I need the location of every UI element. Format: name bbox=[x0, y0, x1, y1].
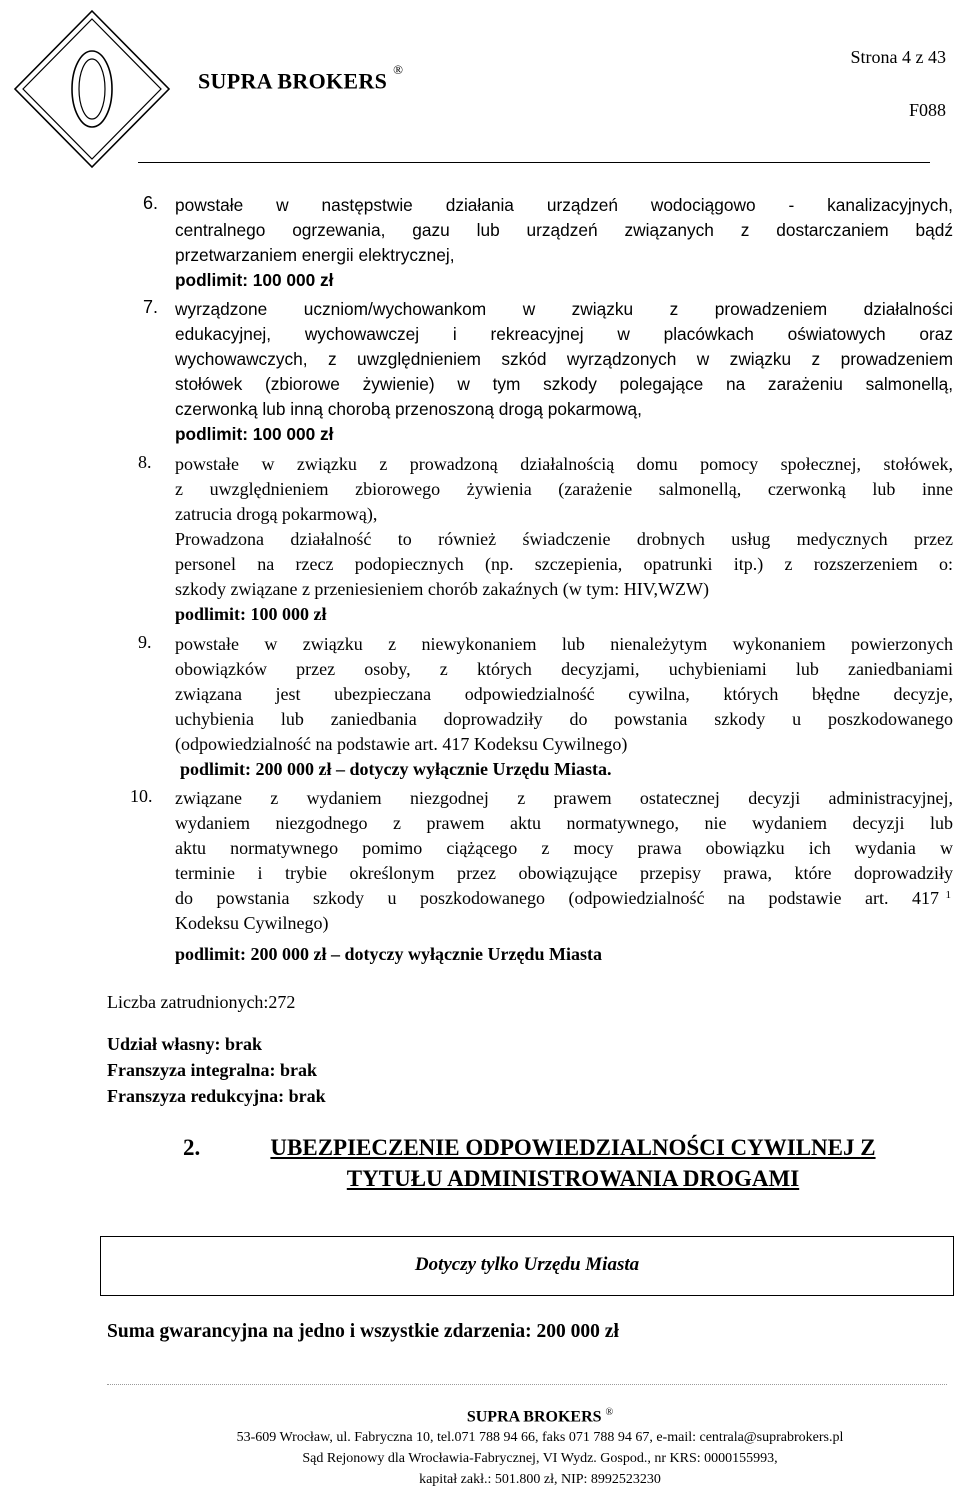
list-item-line: wydaniem niezgodnego z prawem aktu normatywnego, nie wydaniem decyzji lub bbox=[175, 813, 953, 833]
list-item-number: 8. bbox=[138, 452, 152, 472]
sublimit: podlimit: 100 000 zł bbox=[175, 424, 334, 444]
list-item-line: edukacyjnej, wychowawczej i rekreacyjnej w placówkach oświatowych oraz bbox=[175, 324, 953, 344]
company-logo-icon bbox=[12, 8, 172, 170]
list-item-line: personel na rzecz podopiecznych (np. szczepienia, opatrunki itp.) z rozszerzeniem o: bbox=[175, 554, 953, 574]
list-item-line: przetwarzaniem energii elektrycznej, bbox=[175, 245, 455, 265]
superscript: 1 bbox=[945, 889, 951, 901]
list-item-line: powstałe w związku z prowadzoną działalnością domu pomocy społecznej, stołówek, bbox=[175, 454, 953, 474]
footer-capital: kapitał zakł.: 501.800 zł, NIP: 8992523230 bbox=[419, 1472, 661, 1488]
scope-note-box bbox=[100, 1236, 954, 1296]
list-item-line: (odpowiedzialność na podstawie art. 417 Kodeksu Cywilnego) bbox=[175, 734, 628, 754]
list-item-line: powstałe w związku z niewykonaniem lub nienależytym wykonaniem powierzonych bbox=[175, 634, 953, 654]
sublimit: podlimit: 200 000 zł – dotyczy wyłącznie Urzędu Miasta bbox=[175, 944, 602, 964]
list-item-number: 7. bbox=[143, 297, 159, 317]
list-item-line: wychowawczych, z uwzględnieniem szkód wyrządzonych w związku z prowadzeniem bbox=[175, 349, 953, 369]
list-item-line: centralnego ogrzewania, gazu lub urządzeń związanych z dostarczaniem bądź bbox=[175, 220, 953, 240]
sum-insured: Suma gwarancyjna na jedno i wszystkie zdarzenia: 200 000 zł bbox=[107, 1321, 619, 1342]
registered-mark: ® bbox=[605, 1407, 614, 1418]
list-item-line: stołówek (zbiorowe żywienie) w tym szkody polegające na zarażeniu salmonellą, bbox=[175, 374, 953, 394]
sublimit: podlimit: 100 000 zł bbox=[175, 270, 334, 290]
footer bbox=[0, 1402, 960, 1490]
list-item-line: z uwzględnieniem zbiorowego żywienia (zarażenie salmonellą, czerwonką lub inne bbox=[175, 479, 953, 499]
list-item-line: uchybienia lub zaniedbania doprowadziły do powstania szkody u poszkodowanego bbox=[175, 709, 953, 729]
page-number: Strona 4 z 43 bbox=[850, 47, 946, 67]
list-item-line: obowiązków przez osoby, z których decyzjami, uchybieniami lub zaniedbaniami bbox=[175, 659, 953, 679]
footer-court: Sąd Rejonowy dla Wrocławia-Fabrycznej, VI Wydz. Gospod., nr KRS: 0000155993, bbox=[302, 1451, 778, 1467]
section-title-line: UBEZPIECZENIE ODPOWIEDZIALNOŚCI CYWILNEJ Z bbox=[270, 1135, 876, 1160]
document-code: F088 bbox=[908, 100, 946, 120]
own-share: Udział własny: brak bbox=[107, 1034, 263, 1054]
list-item-line: terminie i trybie określonym przez obowiązujące przepisy prawa, które doprowadziły bbox=[175, 863, 953, 883]
list-item-line: Kodeksu Cywilnego) bbox=[175, 913, 329, 933]
footer-brand: SUPRA BROKERS ® bbox=[466, 1407, 614, 1426]
header-divider bbox=[138, 162, 930, 163]
list-item-number: 6. bbox=[143, 193, 159, 213]
section-heading bbox=[183, 1132, 923, 1194]
deductibles-block bbox=[107, 1031, 326, 1109]
employee-count: Liczba zatrudnionych:272 bbox=[107, 992, 296, 1012]
list-item-line: Prowadzona działalność to również świadczenie drobnych usług medycznych przez bbox=[175, 529, 953, 549]
list-item-line: szkody związane z przeniesieniem chorób zakaźnych (w tym: HIV,WZW) bbox=[175, 579, 709, 599]
list-item-line: do powstania szkody u poszkodowanego (odpowiedzialność na podstawie art. 417 1 bbox=[175, 886, 953, 911]
reduction-franchise: Franszyza redukcyjna: brak bbox=[107, 1086, 326, 1106]
footer-address: 53-609 Wrocław, ul. Fabryczna 10, tel.071 788 94 66, faks 071 788 94 67, e-mail: centrala@suprabrokers.pl bbox=[236, 1430, 844, 1446]
list-item-number: 9. bbox=[138, 632, 152, 652]
list-item-line: zatrucia drogą pokarmową), bbox=[175, 504, 378, 524]
list-item-line: związana jest ubezpieczana odpowiedzialność cywilna, których błędne decyzje, bbox=[175, 684, 953, 704]
scope-note: Dotyczy tylko Urzędu Miasta bbox=[414, 1254, 640, 1275]
list-item-line: związane z wydaniem niezgodnej z prawem ostatecznej decyzji administracyjnej, bbox=[175, 788, 953, 808]
section-title-line: TYTUŁU ADMINISTROWANIA DROGAMI bbox=[346, 1166, 800, 1191]
sublimit: podlimit: 200 000 zł – dotyczy wyłącznie Urzędu Miasta. bbox=[180, 759, 612, 779]
sublimit: podlimit: 100 000 zł bbox=[175, 604, 327, 624]
list-item-line: powstałe w następstwie działania urządzeń wodociągowo - kanalizacyjnych, bbox=[175, 195, 953, 215]
list-item-line: wyrządzone uczniom/wychowankom w związku z prowadzeniem działalności bbox=[175, 299, 953, 319]
list-item-line: aktu normatywnego pomimo ciążącego z mocy prawa obowiązku ich wydania w bbox=[175, 838, 953, 858]
list-item-number: 10. bbox=[130, 786, 153, 806]
section-number: 2. bbox=[183, 1135, 201, 1160]
header-brand: SUPRA BROKERS ® bbox=[198, 62, 404, 94]
list-item-line: czerwonką lub inną chorobą przenoszoną drogą pokarmową, bbox=[175, 399, 642, 419]
footer-divider bbox=[107, 1384, 947, 1385]
integral-franchise: Franszyza integralna: brak bbox=[107, 1060, 317, 1080]
registered-mark: ® bbox=[393, 62, 404, 77]
